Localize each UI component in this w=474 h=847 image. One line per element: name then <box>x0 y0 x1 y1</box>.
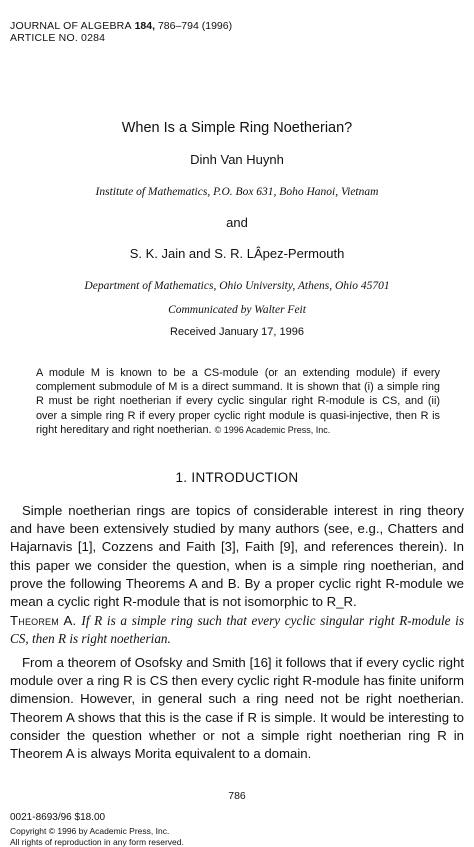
author-second: S. K. Jain and S. R. LÂpez-Permouth <box>0 246 474 261</box>
theorem-a <box>10 612 464 648</box>
affiliation-second: Department of Mathematics, Ohio University, Athens, Ohio 45701 <box>0 280 474 292</box>
journal-name: JOURNAL OF ALGEBRA <box>10 20 132 32</box>
abstract-text: A module M is known to be a CS-module (or an extending module) if every complement submodule of M is a direct summand. It is shown that (i) a simple ring R must be right noetherian if every cyclic singular right R-module is CS, and (ii) over a simple ring R if every proper cyclic right module is quasi-injective, then R is right hereditary and right noetherian. <box>36 367 440 436</box>
rights-line: All rights of reproduction in any form reserved. <box>10 837 184 847</box>
issn-price: 0021-8693/96 $18.00 <box>10 812 105 823</box>
abstract-copyright: © 1996 Academic Press, Inc. <box>215 425 331 435</box>
author-conjunction: and <box>0 215 474 230</box>
author-first: Dinh Van Huynh <box>0 152 474 167</box>
page-number: 786 <box>0 790 474 802</box>
journal-pages-year: 786–794 (1996) <box>158 20 232 32</box>
copyright-notice <box>10 826 184 847</box>
theorem-label: Theorem A. <box>10 613 76 628</box>
communicated-by: Communicated by Walter Feit <box>0 304 474 316</box>
section-heading: 1. INTRODUCTION <box>0 470 474 485</box>
journal-header <box>10 20 232 44</box>
journal-citation <box>10 20 232 32</box>
copyright-line: Copyright © 1996 by Academic Press, Inc. <box>10 826 184 837</box>
received-date: Received January 17, 1996 <box>0 326 474 338</box>
theorem-statement: If R is a simple ring such that every cyclic singular right R-module is CS, then R is right noetherian. <box>10 613 464 646</box>
intro-paragraph-1: Simple noetherian rings are topics of considerable interest in ring theory and have been extensively studied by many authors (see, e.g., Chatters and Hajarnavis [1], Cozzens and Faith [3], Faith [9], and references therein). In this paper we consider the question, when is a simple ring noetherian, and prove the following Theorems A and B. By a proper cyclic right R-module we mean a cyclic right R-module that is not isomorphic to R_R. <box>10 502 464 611</box>
affiliation-first: Institute of Mathematics, P.O. Box 631, Boho Hanoi, Vietnam <box>0 186 474 198</box>
journal-volume: 184, <box>135 20 155 32</box>
paper-title: When Is a Simple Ring Noetherian? <box>0 120 474 136</box>
intro-paragraph-2: From a theorem of Osofsky and Smith [16] it follows that if every cyclic right module over a ring R is CS then every cyclic right R-module has finite uniform dimension. However, in general such a ring need not be right noetherian. Theorem A shows that this is the case if R is simple. It would be interesting to consider the question whether or not a simple right noetherian ring R in Theorem A is always Morita equivalent to a domain. <box>10 654 464 763</box>
article-number: ARTICLE NO. 0284 <box>10 32 232 44</box>
abstract <box>36 366 440 437</box>
